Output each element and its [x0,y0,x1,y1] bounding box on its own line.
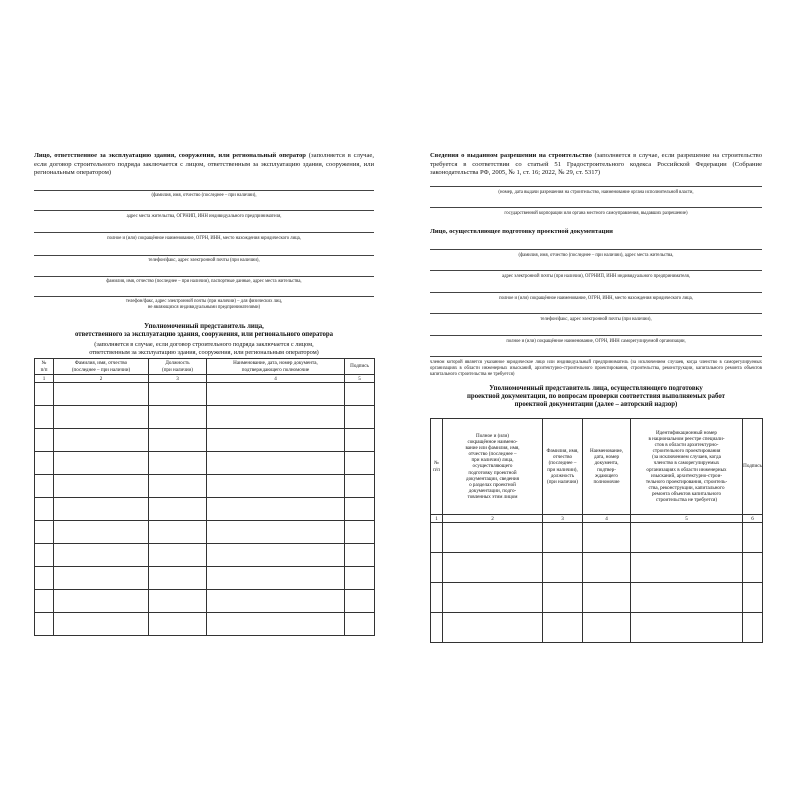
table-cell[interactable] [345,613,375,636]
fill-line [34,190,374,191]
table-cell[interactable] [54,383,149,406]
col-header-registry-number: Идентификационный номер в национальном реестре специали- стов в области архитектурно- строительного проектирования (за исключением случаев, когда членство в саморегулируемых организациях в области инженерных изысканий, архитектурно-строи- тельного проектирования, строитель- ства, реконструкции, капитального ремонта объектов капитального строительства не требуется) [631,419,743,515]
col-header-full-name-position: Фамилия, имя, отчество (последнее – при наличии), должность (при наличии) [543,419,583,515]
permit-intro [430,152,762,178]
col-number: 6 [743,515,763,523]
col-number: 1 [431,515,443,523]
table-cell[interactable] [54,406,149,429]
table-cell[interactable] [543,553,583,583]
fill-line [430,270,762,271]
table-header-row [431,419,763,515]
table-cell[interactable] [149,544,207,567]
table-cell[interactable] [207,383,345,406]
table-row [35,406,375,429]
table-row [35,475,375,498]
table-cell[interactable] [743,523,763,553]
field-caption: телефон/факс, адрес электронной почты (при наличии), [148,258,260,263]
operator-intro-title: Лицо, ответственное за эксплуатацию здания, сооружения, или региональный оператор [34,152,306,159]
table-cell[interactable] [345,521,375,544]
representative-table [34,358,375,636]
table-cell[interactable] [207,475,345,498]
table-cell[interactable] [631,523,743,553]
table-cell[interactable] [631,553,743,583]
table-cell[interactable] [35,406,54,429]
table-cell[interactable] [35,383,54,406]
fill-line [430,207,762,208]
table-cell[interactable] [35,544,54,567]
table-row [35,429,375,452]
table-cell[interactable] [35,475,54,498]
table-cell[interactable] [207,567,345,590]
fill-line [34,255,374,256]
table-cell[interactable] [345,498,375,521]
field-caption: телефон/факс, адрес электронной почты (при наличии) – для физических лиц, не являющихся индивидуальными предпринимателями) [125,299,283,310]
table-cell[interactable] [345,567,375,590]
table-cell[interactable] [207,406,345,429]
table-cell[interactable] [431,583,443,613]
table-cell[interactable] [207,544,345,567]
col-header-number: № п/п [431,419,443,515]
table-cell[interactable] [583,613,631,643]
table-cell[interactable] [207,590,345,613]
table-cell[interactable] [149,429,207,452]
fill-line [430,356,762,357]
table-cell[interactable] [35,429,54,452]
fill-line [430,292,762,293]
table-cell[interactable] [35,613,54,636]
table-cell[interactable] [431,613,443,643]
fill-line [430,249,762,250]
table-cell[interactable] [207,498,345,521]
col-header-organization: Полное и (или) сокращённое наимено- вание или фамилия, имя, отчество (последнее – при наличии) лица, осуществляющего подготовку проектной документации, сведения о разделах проектной документации, подго- товленных этим лицом [443,419,543,515]
field-caption: государственной корпорации или органа местного самоуправления, выдавших разрешение) [504,211,688,216]
table-number-row [431,515,763,523]
table-cell[interactable] [35,590,54,613]
table-number-row [35,375,375,383]
field-caption: фамилия, имя, отчество (последнее – при наличии), паспортные данные, адрес места жительства, [106,279,302,284]
table-cell[interactable] [431,523,443,553]
table-row [35,613,375,636]
table-cell[interactable] [743,553,763,583]
table-cell[interactable] [35,452,54,475]
table-row [35,452,375,475]
table-cell[interactable] [149,383,207,406]
table-cell[interactable] [583,523,631,553]
author-supervision-title: Уполномоченный представитель лица, осуществляющего подготовку проектной документации, по вопросам проверки соответствия выполняемых работ проектной документации (далее – авторский надзор) [467,385,725,409]
field-caption: адрес электронной почты (при наличии), ОГРНИП, ИНН индивидуального предпринимателя, [502,274,690,279]
col-header-authority-document: Наименование, дата, номер документа, подтверждающего полномочие [207,359,345,375]
col-number: 2 [54,375,149,383]
representative-section-title: Уполномоченный представитель лица, ответственного за эксплуатацию здания, сооружения, или регионального оператора [74,323,334,339]
col-number: 5 [345,375,375,383]
col-number: 4 [207,375,345,383]
table-cell[interactable] [54,613,149,636]
table-cell[interactable] [54,590,149,613]
field-caption: (фамилия, имя, отчество (последнее – при наличии), адрес места жительства, [518,253,674,258]
table-row [35,544,375,567]
table-cell[interactable] [345,544,375,567]
field-caption: адрес места жительства, ОГРНИП, ИНН индивидуального предпринимателя, [126,214,282,219]
table-row [431,613,763,643]
field-caption: полное и (или) сокращённое наименование, ОГРН, ИНН, место нахождения юридического лица, [499,296,693,301]
table-cell[interactable] [345,406,375,429]
table-cell[interactable] [583,553,631,583]
field-caption: членом которой является указанное юридическое лицо или индивидуальный предприниматель (за исключением случаев, когда членство в саморегулируемых организациях в области инженерных изысканий, архитектурно-строительного проектирования, строительства, реконструкции, капитального ремонта объектов капитального строительства не требуется) [430,360,762,377]
table-cell[interactable] [54,498,149,521]
table-cell[interactable] [345,429,375,452]
table-cell[interactable] [149,452,207,475]
table-cell[interactable] [207,429,345,452]
fill-line [34,276,374,277]
table-cell[interactable] [54,429,149,452]
table-cell[interactable] [35,498,54,521]
permit-intro-note: (заполняется в случае, если разрешение на строительство требуется в соответствии со статьей 51 Градостроительного кодекса Российской Федерации (Собрание законодательства РФ, 2005, № 1, ст. 16; 2022, № 29, ст. 5317) [430,152,763,177]
table-cell[interactable] [207,452,345,475]
field-caption: полное и (или) сокращённое наименование, ОГРН, ИНН, место нахождения юридического лица, [107,236,301,241]
table-cell[interactable] [443,613,543,643]
author-supervision-table [430,418,763,643]
table-cell[interactable] [631,583,743,613]
fill-line [34,232,374,233]
fill-line [34,296,374,297]
col-header-full-name: Фамилия, имя, отчество (последнее – при наличии) [54,359,149,375]
table-row [35,521,375,544]
field-caption: полное и (или) сокращённое наименование, ОГРН, ИНН саморегулируемой организации, [506,339,686,344]
table-cell[interactable] [443,553,543,583]
table-cell[interactable] [543,613,583,643]
col-header-position: Должность (при наличии) [149,359,207,375]
fill-line [430,186,762,187]
table-cell[interactable] [149,475,207,498]
table-cell[interactable] [149,590,207,613]
col-number: 1 [35,375,54,383]
table-cell[interactable] [54,567,149,590]
field-caption: (фамилия, имя, отчество (последнее – при наличии), [151,193,257,198]
table-row [35,567,375,590]
table-cell[interactable] [54,521,149,544]
table-cell[interactable] [35,567,54,590]
table-row [431,583,763,613]
operator-intro [34,152,374,178]
col-number: 5 [631,515,743,523]
table-cell[interactable] [345,383,375,406]
table-cell[interactable] [345,590,375,613]
col-header-signature: Подпись [345,359,375,375]
operator-intro-note: (заполняется в случае, если договор строительного подряда заключается с лицом, ответственным за эксплуатацию здания, сооружения, или региональным оператором) [34,152,374,177]
table-row [35,498,375,521]
table-cell[interactable] [543,583,583,613]
permit-intro-title: Сведения о выданном разрешении на строительство [430,152,592,159]
table-row [35,383,375,406]
col-header-number: № п/п [35,359,54,375]
col-number: 2 [443,515,543,523]
table-row [431,523,763,553]
table-cell[interactable] [207,613,345,636]
table-cell[interactable] [149,521,207,544]
table-row [35,590,375,613]
fill-line [430,313,762,314]
table-cell[interactable] [207,521,345,544]
table-cell[interactable] [743,613,763,643]
table-cell[interactable] [631,613,743,643]
fill-line [430,335,762,336]
col-number: 3 [543,515,583,523]
table-cell[interactable] [149,567,207,590]
table-cell[interactable] [149,406,207,429]
col-header-authority-document: Наименование, дата, номер документа, подтвер- ждающего полномочие [583,419,631,515]
table-cell[interactable] [54,475,149,498]
table-cell[interactable] [345,475,375,498]
table-header-row [35,359,375,375]
table-cell[interactable] [54,452,149,475]
table-cell[interactable] [149,498,207,521]
table-cell[interactable] [149,613,207,636]
table-cell[interactable] [443,583,543,613]
table-cell[interactable] [345,452,375,475]
table-cell[interactable] [431,553,443,583]
table-cell[interactable] [543,523,583,553]
col-number: 3 [149,375,207,383]
representative-section-note: (заполняется в случае, если договор строительного подряда заключается с лицом, ответственным за эксплуатацию здания, сооружения, или региональным оператором) [89,341,319,356]
col-header-signature: Подпись [743,419,763,515]
col-number: 4 [583,515,631,523]
field-caption: телефон/факс, адрес электронной почты (при наличии), [540,317,652,322]
table-cell[interactable] [743,583,763,613]
table-cell[interactable] [443,523,543,553]
table-cell[interactable] [35,521,54,544]
table-cell[interactable] [54,544,149,567]
fill-line [34,210,374,211]
table-row [431,553,763,583]
field-caption: (номер, дата выдачи разрешения на строительство, наименование органа исполнительной власти, [498,190,694,195]
table-cell[interactable] [583,583,631,613]
designer-title: Лицо, осуществляющее подготовку проектной документации [430,228,613,235]
